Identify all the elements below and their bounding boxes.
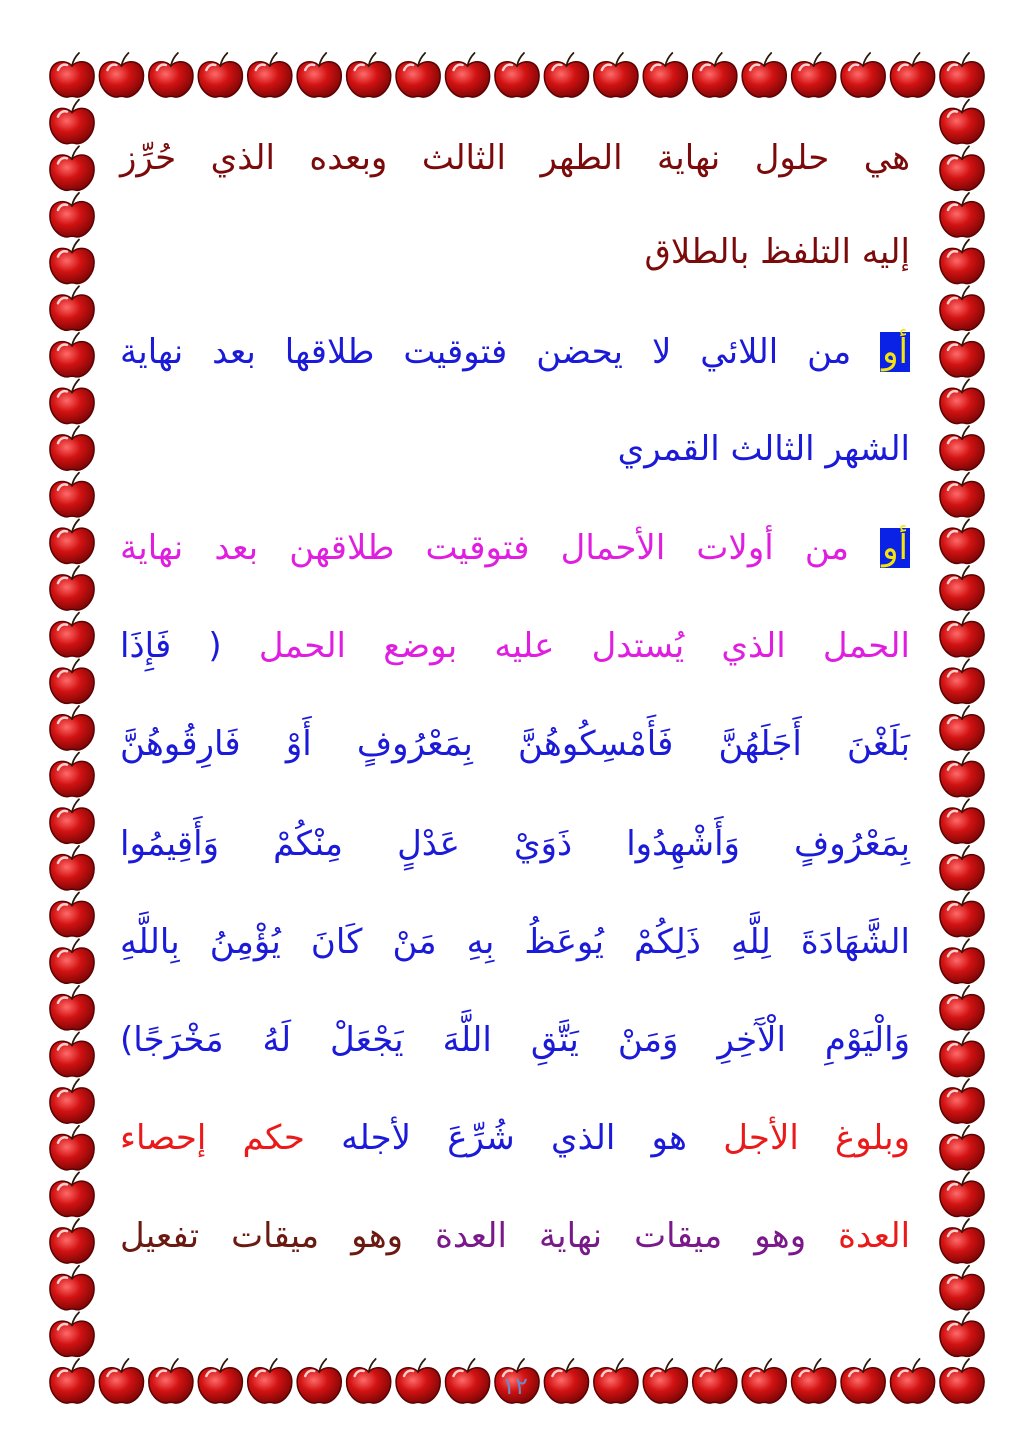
red-apple-icon bbox=[940, 1219, 984, 1263]
red-apple-icon bbox=[50, 286, 94, 330]
page-number: ١٢ bbox=[502, 1372, 528, 1400]
red-apple-icon bbox=[50, 519, 94, 563]
text-segment: بَلَغْنَ أَجَلَهُنَّ فَأَمْسِكُوهُنَّ بِمَعْرُوفٍ أَوْ فَارِقُوهُنَّ bbox=[120, 724, 910, 764]
red-apple-icon bbox=[50, 473, 94, 517]
red-apple-icon bbox=[643, 53, 687, 97]
red-apple-icon bbox=[940, 1126, 984, 1170]
red-apple-icon bbox=[50, 240, 94, 284]
red-apple-icon bbox=[50, 799, 94, 843]
text-line bbox=[120, 820, 910, 868]
text-line bbox=[120, 918, 910, 966]
text-segment: العدة bbox=[838, 1216, 911, 1256]
red-apple-icon bbox=[297, 53, 341, 97]
highlighted-marker: أو bbox=[882, 332, 908, 372]
red-apple-icon bbox=[50, 426, 94, 470]
red-apple-icon bbox=[940, 426, 984, 470]
text-segment: الشَّهَادَةَ لِلَّهِ ذَلِكُمْ يُوعَظُ بِهِ مَنْ كَانَ يُؤْمِنُ بِاللَّهِ bbox=[120, 922, 910, 962]
text-segment: وهو ميقات تفعيل bbox=[120, 1216, 404, 1256]
red-apple-icon bbox=[149, 53, 193, 97]
red-apple-icon bbox=[50, 1359, 94, 1403]
red-apple-icon bbox=[940, 613, 984, 657]
red-apple-icon bbox=[50, 939, 94, 983]
red-apple-icon bbox=[940, 939, 984, 983]
red-apple-icon bbox=[940, 380, 984, 424]
red-apple-icon bbox=[940, 1266, 984, 1310]
text-segment: هو الذي شُرِّعَ لأجله bbox=[304, 1118, 724, 1158]
red-apple-icon bbox=[50, 986, 94, 1030]
red-apple-icon bbox=[50, 1126, 94, 1170]
red-apple-icon bbox=[792, 53, 836, 97]
red-apple-icon bbox=[50, 333, 94, 377]
red-apple-icon bbox=[198, 53, 242, 97]
text-segment: من أولات الأحمال فتوقيت طلاقهن بعد نهاية bbox=[120, 528, 881, 568]
text-segment: حكم إحصاء bbox=[120, 1118, 305, 1158]
red-apple-icon bbox=[50, 753, 94, 797]
red-apple-icon bbox=[940, 1079, 984, 1123]
red-apple-icon bbox=[50, 613, 94, 657]
red-apple-icon bbox=[50, 1219, 94, 1263]
red-apple-icon bbox=[396, 53, 440, 97]
text-segment: من اللائي لا يحضن فتوقيت طلاقها بعد نهاية bbox=[120, 332, 881, 372]
text-line bbox=[120, 1114, 910, 1162]
red-apple-icon bbox=[50, 146, 94, 190]
red-apple-icon bbox=[940, 193, 984, 237]
red-apple-icon bbox=[50, 846, 94, 890]
text-line bbox=[120, 134, 910, 182]
red-apple-icon bbox=[50, 659, 94, 703]
red-apple-icon bbox=[50, 1079, 94, 1123]
text-segment: وهو ميقات نهاية العدة bbox=[403, 1216, 839, 1256]
red-apple-icon bbox=[50, 706, 94, 750]
red-apple-icon bbox=[940, 1359, 984, 1403]
red-apple-icon bbox=[50, 1312, 94, 1356]
red-apple-icon bbox=[940, 240, 984, 284]
red-apple-icon bbox=[544, 53, 588, 97]
red-apple-icon bbox=[940, 659, 984, 703]
text-segment: وَالْيَوْمِ الْآَخِرِ وَمَنْ يَتَّقِ اللَّهَ يَجْعَلْ لَهُ مَخْرَجًا) bbox=[120, 1020, 910, 1060]
red-apple-icon bbox=[940, 333, 984, 377]
red-apple-icon bbox=[742, 53, 786, 97]
red-apple-icon bbox=[347, 53, 391, 97]
red-apple-icon bbox=[940, 100, 984, 144]
red-apple-icon bbox=[940, 706, 984, 750]
text-segment: وبلوغ الأجل bbox=[723, 1118, 910, 1158]
red-apple-icon bbox=[940, 519, 984, 563]
text-line bbox=[120, 228, 910, 276]
red-apple-icon bbox=[940, 846, 984, 890]
red-apple-icon bbox=[445, 53, 489, 97]
red-apple-icon bbox=[50, 100, 94, 144]
text-line bbox=[120, 622, 910, 670]
red-apple-icon bbox=[940, 566, 984, 610]
text-line bbox=[120, 1212, 910, 1260]
text-line bbox=[120, 328, 910, 376]
red-apple-icon bbox=[940, 893, 984, 937]
red-apple-icon bbox=[50, 893, 94, 937]
red-apple-icon bbox=[594, 53, 638, 97]
text-line bbox=[120, 720, 910, 768]
text-segment: الشهر الثالث القمري bbox=[617, 429, 910, 469]
text-line bbox=[120, 1016, 910, 1064]
red-apple-icon bbox=[940, 286, 984, 330]
red-apple-icon bbox=[495, 53, 539, 97]
red-apple-icon bbox=[940, 799, 984, 843]
red-apple-icon bbox=[841, 53, 885, 97]
red-apple-icon bbox=[99, 53, 143, 97]
text-segment: ( فَإِذَا bbox=[120, 626, 259, 666]
red-apple-icon bbox=[890, 53, 934, 97]
red-apple-icon bbox=[940, 1172, 984, 1216]
red-apple-icon bbox=[940, 1312, 984, 1356]
text-line bbox=[120, 425, 910, 473]
red-apple-icon bbox=[50, 53, 94, 97]
red-apple-icon bbox=[940, 146, 984, 190]
red-apple-icon bbox=[50, 1266, 94, 1310]
red-apple-icon bbox=[50, 1033, 94, 1077]
text-segment: هي حلول نهاية الطهر الثالث وبعده الذي حُرِّز bbox=[120, 138, 910, 178]
red-apple-icon bbox=[940, 753, 984, 797]
red-apple-icon bbox=[940, 986, 984, 1030]
text-segment: الحمل الذي يُستدل عليه بوضع الحمل bbox=[258, 626, 910, 666]
red-apple-icon bbox=[50, 566, 94, 610]
red-apple-icon bbox=[50, 1172, 94, 1216]
text-line bbox=[120, 524, 910, 572]
text-page bbox=[110, 120, 910, 1420]
red-apple-icon bbox=[940, 1033, 984, 1077]
red-apple-icon bbox=[248, 53, 292, 97]
red-apple-icon bbox=[50, 380, 94, 424]
red-apple-icon bbox=[940, 473, 984, 517]
red-apple-icon bbox=[693, 53, 737, 97]
red-apple-icon bbox=[940, 53, 984, 97]
text-segment: إليه التلفظ بالطلاق bbox=[644, 232, 910, 272]
red-apple-icon bbox=[50, 193, 94, 237]
text-segment: بِمَعْرُوفٍ وَأَشْهِدُوا ذَوَيْ عَدْلٍ مِنْكُمْ وَأَقِيمُوا bbox=[120, 824, 910, 864]
highlighted-marker: أو bbox=[882, 528, 908, 568]
